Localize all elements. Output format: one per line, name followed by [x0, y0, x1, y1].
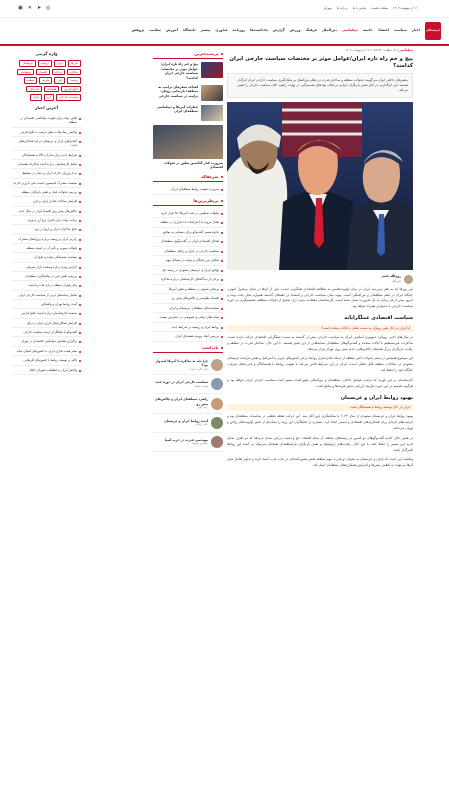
list-item-text[interactable]: آینده روابط تهران و واشنگتن [41, 302, 77, 307]
x-icon[interactable]: ✕ [27, 4, 32, 11]
bullet-icon [79, 220, 81, 222]
bullet-icon [79, 211, 81, 213]
main-nav [132, 28, 420, 33]
bullet-icon [221, 241, 223, 243]
tag-chip[interactable]: تحریم [39, 77, 52, 84]
bullet-icon [79, 173, 81, 175]
list-item-text[interactable]: گفت‌وگوی ایران و عربستان درباره همکاری‌های جدید [18, 138, 77, 148]
nav-item[interactable]: پژوهش [131, 28, 145, 33]
latest-news-heading: آخرین اخبار [35, 104, 58, 110]
list-item[interactable] [12, 235, 81, 244]
tag-chip[interactable]: سیاست خارجی [56, 94, 81, 101]
tag-cloud [12, 60, 81, 101]
bullet-icon [221, 176, 224, 179]
bullet-icon [221, 289, 223, 291]
list-item[interactable] [153, 256, 223, 265]
opinion-author: علی زیبایی [195, 422, 208, 427]
opinion-author: علی اکبر احمدی [189, 366, 208, 371]
list-item[interactable] [12, 356, 81, 365]
bullet-icon [221, 336, 223, 338]
bullet-icon [79, 257, 81, 259]
bullet-icon [79, 295, 81, 297]
author-avatar[interactable] [211, 378, 223, 390]
section-header: پربیننده‌ترین [153, 51, 223, 59]
bullet-icon [79, 164, 81, 166]
author-avatar[interactable] [211, 417, 223, 429]
list-item-text[interactable]: تداوم مسیر گفت‌وگو برای دستیابی به توافق [162, 229, 219, 234]
list-item-text[interactable]: گزارش ویژه درباره وضعیت بازار سرمایه [26, 264, 77, 269]
list-item-text[interactable]: برگزاری همایش دیپلماسی اقتصادی در تهران [21, 339, 77, 344]
news-thumbnail[interactable] [201, 105, 223, 121]
list-item-text[interactable]: برخی از دیدگاه‌های کارشناسان درباره مذاکره [160, 277, 219, 282]
list-item-text[interactable]: سیاست خارجی در ایران و رقبای منطقه‌ای [164, 248, 219, 253]
opinion-item[interactable] [153, 375, 223, 394]
list-item-text[interactable]: بررسی نقش چین در میانجیگری منطقه‌ای [25, 274, 77, 279]
list-item[interactable] [12, 207, 81, 216]
popular-list [153, 209, 223, 342]
top-link[interactable]: نیوزلتر [323, 6, 332, 11]
section-header: پرنظرترین‌ها [153, 198, 223, 206]
bullet-icon [221, 298, 223, 300]
list-item[interactable] [153, 275, 223, 284]
date-label: ۱۶ اردیبهشت ۱۴۰۴ [393, 6, 417, 11]
list-item[interactable] [153, 266, 223, 275]
nav-item[interactable]: فناوری [215, 28, 228, 33]
list-item[interactable] [12, 114, 81, 128]
list-item-text[interactable]: شرایط جدید برای صادرات کالا به همسایگان [22, 152, 77, 157]
news-card[interactable] [153, 85, 223, 101]
list-item[interactable] [153, 285, 223, 294]
tag-chip[interactable]: روسیه [67, 77, 81, 84]
author-avatar [404, 275, 413, 284]
latest-news-list [12, 114, 81, 375]
list-item-text[interactable]: سیاست همسایگی دولت و نتایج آن [33, 255, 77, 260]
bullet-icon [79, 285, 81, 287]
nav-item[interactable]: دیپلماسی [341, 28, 358, 33]
article-paragraph: این موضوع همچنین در بستر تحولات اخیر منطقه از جمله عادی‌سازی روابط برخی کشورهای عربی با اسرائیل و نقش فزاینده عربستان سعودی در معادلات منطقه قابل تحلیل است. ایران در این شرایط تلاش می‌کند با تقویت روابط با همسایگان و قدرت‌های شرقی، جایگاه خود را حفظ کند. [227, 356, 413, 373]
nav-item[interactable]: بیشتر [200, 28, 211, 33]
left-sidebar [12, 48, 81, 792]
list-item[interactable] [12, 216, 81, 225]
article-lead: متغیرهای داخلی ایران می‌گویند، تحولات منطقه و ساختار قدرت در نظام بین‌الملل بر شکل‌گیری سیاست خارجی ایران اثرگذار هستند. این اثرگذاری، در کنار نقش بازیگران ایرانی در قالب نهادهای تصمیم‌گیر، در نهایت راهبرد کلان سیاست خارجی را تعیین می‌کند. [227, 73, 413, 99]
tag-chip[interactable]: لبنان [30, 94, 42, 101]
bullet-icon [79, 323, 81, 325]
editorial-link[interactable]: ضرورت تقویت روابط منطقه‌ای ایران [153, 185, 223, 194]
list-item-text[interactable]: توافق ایران و عربستان سعودی در زمینه حج [162, 267, 219, 272]
nav-item[interactable]: جامعه [362, 28, 373, 33]
list-item[interactable] [12, 169, 81, 178]
nav-item[interactable]: فرهنگ [305, 28, 318, 33]
list-item-text[interactable]: سایت‌های دولتی و خصوصی در دسترس نیست [159, 315, 219, 320]
list-item-text[interactable]: شکاف بین نخبگان و دولت در مسائل مهم [165, 258, 219, 263]
list-item[interactable] [153, 304, 223, 313]
opinion-item[interactable] [153, 356, 223, 376]
tag-chip[interactable]: چین [54, 77, 65, 84]
news-title[interactable]: خطرات آمریکا و دیپلماسی منطقه‌ای ایران [156, 104, 198, 114]
list-item-text[interactable]: نشست کارشناسان درباره امنیت خلیج فارس [21, 311, 77, 316]
bullet-icon [79, 132, 81, 134]
list-item-text[interactable]: گفت‌وگو با تحلیلگران ارشد سیاست خارجی [23, 330, 77, 335]
bullet-icon [221, 222, 223, 224]
list-item-text[interactable]: تحولات سوریه و تأثیر آن بر امنیت منطقه [26, 246, 77, 251]
list-item[interactable] [153, 228, 223, 237]
list-item[interactable] [12, 337, 81, 346]
author-box [227, 274, 413, 283]
bullet-icon [221, 347, 224, 350]
list-item[interactable] [12, 160, 81, 169]
list-item-text[interactable]: بررسی تحولات لبنان و نقش بازیگران منطقه [21, 189, 77, 194]
news-title[interactable]: اهداف سفرهای ترامپ به منطقه؛ بازنمایی رویکرد ترامپ در سیاست خارجی [158, 84, 198, 99]
list-item[interactable] [153, 237, 223, 246]
bullet-icon [221, 260, 223, 262]
topbar [0, 0, 449, 18]
bullet-icon [79, 248, 81, 250]
article-code: کد مطلب: ۱۸۹۶۴۲ [372, 48, 396, 52]
list-item-text[interactable]: تبلیغات سیاسی در بحث آمریکا؛ ۲۵ هزار خرید [160, 210, 219, 215]
list-item[interactable] [153, 313, 223, 322]
bullet-icon [79, 267, 81, 269]
tag-chip[interactable]: دیپلماسی [17, 69, 34, 76]
list-item[interactable] [12, 137, 81, 151]
nav-item[interactable]: ورزش [289, 28, 301, 33]
nav-item[interactable]: دانشگاه [182, 28, 196, 33]
bullet-icon [221, 279, 223, 281]
list-item[interactable] [153, 247, 223, 256]
section-header: یادداشت [153, 345, 223, 353]
list-item[interactable] [12, 225, 81, 234]
tag-chip[interactable]: اقتصاد [36, 69, 50, 76]
list-item-text[interactable]: بررسی ابعاد پرونده هسته‌ای ایران [175, 334, 219, 339]
bullet-icon [221, 308, 223, 310]
featured-caption[interactable]: ضرورت کنار گذاشتن تعلیق در تحولات اقتصادی [164, 160, 223, 170]
list-item[interactable] [12, 253, 81, 262]
opinion-item[interactable] [153, 414, 223, 433]
tag-chip[interactable]: آمریکا [68, 60, 81, 67]
bullet-icon [79, 370, 81, 372]
list-item-text[interactable]: اهداف اقتصادی ایران در گفت‌وگوی منطقه‌ای [161, 239, 219, 244]
section-header: سرمقاله [153, 174, 223, 182]
nav-item[interactable]: سیاست [393, 28, 407, 33]
bullet-icon [79, 276, 81, 278]
bullet-icon [79, 360, 81, 362]
list-item-text[interactable]: بی‌ثباتی امنیتی در منطقه و نقش آمریکا [168, 286, 219, 291]
list-item[interactable] [12, 300, 81, 309]
list-item-text[interactable]: سفر هیئت تجاری ایران به کشورهای آسیای میانه [16, 348, 77, 353]
article-paragraph: در سال‌های اخیر، رویکرد جمهوری اسلامی ایران به سیاست خارجی بیش از گذشته به سمت عملگرایی اقتصادی حرکت کرده است. مذاکرات غیرمستقیم با ایالات متحده و گفت‌وگوهای منطقه‌ای نشانه‌هایی از این تغییر هستند. با این حال، ساختار قدرت در منطقه و رقابت بازیگران بزرگ همچنان چالش‌هایی جدی پیش روی تهران قرار می‌دهد. [227, 334, 413, 351]
list-item[interactable] [153, 209, 223, 218]
list-item-text[interactable]: تأکید بر توسعه روابط با کشورهای آفریقایی [23, 358, 77, 363]
opinion-title[interactable]: راهبرد منطقه‌ای ایران و چالش‌های پیش رو [154, 397, 208, 406]
telegram-icon[interactable]: ➤ [36, 4, 42, 11]
list-item-text[interactable]: نشست مشترک کمیسیون امنیت ملی با وزیر خارجه [13, 180, 77, 185]
tag-chip[interactable]: عربستان [19, 60, 36, 67]
tag-chip[interactable]: ترامپ [38, 60, 52, 67]
nav-item[interactable]: گزارش [272, 28, 285, 33]
list-item-text[interactable]: تلاش دولت برای تقویت دیپلماسی اقتصادی در منطقه [20, 115, 77, 125]
tag-chip[interactable]: هسته‌ای [44, 86, 60, 93]
bullet-icon [79, 201, 81, 203]
middle-sidebar [153, 48, 223, 792]
list-item[interactable] [12, 151, 81, 160]
bullet-icon [221, 251, 223, 253]
opinion-author: محسن صفوی [191, 441, 208, 446]
opinion-item[interactable] [153, 394, 223, 414]
list-item-text[interactable]: روابط ایران و روسیه در شرایط جدید [171, 324, 219, 329]
opinion-author: مهدی جلیلی [193, 383, 208, 388]
list-item[interactable] [12, 263, 81, 272]
tags-heading: واژه گزینی [35, 51, 58, 56]
article-paragraph: در همین حال، ادامه گفت‌وگوهای دو کشور در زمینه‌های مختلف از جمله اقتصاد، حج و امنیت دریایی نشان می‌دهد که دو طرف تمایل دارند این مسیر را حفظ کنند. با این حال، رقابت‌های ژئوپلیتیک و نقش بازیگران فرامنطقه‌ای همچنان می‌تواند بر آینده این روابط تأثیرگذار باشد. [227, 435, 413, 452]
section-subheading: آیا ایران در حال تغییر رویکرد به سمت تعامل با ایالات متحده است؟ [227, 325, 413, 332]
list-item[interactable] [12, 347, 81, 356]
list-item[interactable] [12, 197, 81, 206]
bullet-icon [79, 239, 81, 241]
tag-chip[interactable]: برجام [52, 69, 65, 76]
nav-item[interactable]: اقتصاد [377, 28, 389, 33]
list-item[interactable] [12, 319, 81, 328]
section-heading: سیاست اقتصادی عملگرایانه [344, 315, 413, 322]
tag-chip[interactable]: مذاکره [67, 69, 81, 76]
opinion-author: رضا رهبر [197, 405, 208, 410]
list-item-text[interactable]: سیاست‌های منطقه‌ای عربستان و ایران [168, 305, 219, 310]
top-link[interactable]: تماس با ما [352, 6, 367, 11]
list-item[interactable] [12, 309, 81, 318]
bullet-icon [79, 229, 81, 231]
social-icons [18, 5, 51, 13]
article-paragraph: کارشناسان بر این باورند که ترکیب عوامل داخلی، منطقه‌ای و بین‌المللی تعیین‌کننده مسیر آینده سیاست خارجی ایران خواهد بود و هرگونه تصمیم در این حوزه نیازمند ارزیابی دقیق هزینه‌ها و منافع است. [227, 377, 413, 388]
news-thumbnail[interactable] [201, 85, 223, 101]
nav-item[interactable]: بین‌الملل [322, 28, 337, 33]
tag-chip[interactable]: ایران [54, 60, 66, 67]
article-paragraph: بهبود روابط ایران و عربستان سعودی از سال ۲۰۲۳ با میانجیگری چین آغاز شد. این حرکت نقطه عطفی در مناسبات منطقه‌ای بود و فرصت‌های تازه‌ای برای همکاری‌های اقتصادی و امنیتی ایجاد کرد. بسیاری از تحلیلگران این روند را نشانه‌ای از تغییر اولویت‌های ریاض و تهران می‌دانند. [227, 414, 413, 430]
opinion-list [153, 356, 223, 452]
nav-item[interactable]: یادداشت‌ها [250, 28, 268, 33]
bullet-icon [221, 200, 224, 203]
article-column [227, 48, 413, 792]
news-thumbnail[interactable] [201, 62, 223, 78]
bullet-icon [221, 213, 223, 215]
list-item-text[interactable]: واکنش ایران به قطعنامه شورای حکام [29, 367, 77, 372]
list-item-text[interactable]: واکنش رسانه‌ها به سفر ترامپ به خلیج فارس [20, 129, 77, 134]
list-item[interactable] [12, 244, 81, 253]
list-item[interactable] [12, 128, 81, 137]
list-item[interactable] [153, 323, 223, 332]
bullet-icon [221, 53, 224, 56]
article-paragraph: این روزها که به نظر می‌رسد ایران در میان اولویت‌هایش به مطالعه اقتصادی همگرایی است. یکی از آن‌ها در دنیای پرتحول کنونی، جایگاه ایران در نظم منطقه‌ای و بین‌المللی است. پیوند میان سیاست خارجی و اقتصاد در دهه‌های گذشته همواره محل بحث بوده و امروز بیش از هر زمانی به یک ضرورت تبدیل شده است. کارشناسان معتقدند بدون درک صحیح از تحولات منطقه، تصمیم‌گیری در حوزه سیاست خارجی با دشواری همراه خواهد بود. [227, 286, 413, 309]
news-card[interactable] [153, 62, 223, 81]
breadcrumb: دیپلماسی | کد مطلب: ۱۸۹۶۴۲ | ۱۶ اردیبهشت ۱۴۰۴ [345, 48, 413, 52]
top-link[interactable]: صفحه نخست [371, 6, 389, 11]
bullet-icon [79, 341, 81, 343]
list-item[interactable] [12, 272, 81, 281]
author-name[interactable]: روح‌الله نخعی [380, 274, 401, 279]
bullet-icon [79, 118, 81, 120]
bullet-icon [79, 155, 81, 157]
article-date: ۱۶ اردیبهشت ۱۴۰۴ [345, 48, 370, 52]
bullet-icon [79, 332, 81, 334]
featured-image[interactable] [153, 125, 223, 159]
list-item[interactable] [12, 281, 81, 290]
site-logo[interactable]: فرهیختگان [425, 22, 441, 40]
list-item-text[interactable]: برنامه دولت برای کنترل نرخ ارز و تورم [28, 218, 77, 222]
list-item[interactable] [12, 188, 81, 197]
list-item[interactable] [12, 328, 81, 337]
section-heading: بهبود روابط ایران و عربستان [340, 394, 413, 401]
breadcrumb-section[interactable]: دیپلماسی [398, 48, 413, 52]
author-role: خبرنگار [391, 279, 401, 284]
nav-item[interactable]: سلامت [149, 28, 161, 33]
author-avatar[interactable] [211, 398, 223, 410]
article-paragraph: واقعیت این است که ایران و عربستان به عنوان دو قدرت مهم منطقه نقش تعیین‌کننده‌ای در ثبات غرب آسیا دارند و تداوم تعامل میان آن‌ها می‌تواند به کاهش تنش‌ها و افزایش همکاری‌های منطقه‌ای کمک کند. [227, 457, 413, 468]
section-subheading: ایران در حال توسعه روابط با همسایگان است [227, 404, 413, 411]
list-item-text[interactable]: افزایش همکاری‌های انرژی ایران و عراق [26, 320, 77, 325]
bullet-icon [79, 192, 81, 194]
aparat-icon[interactable]: ▣ [18, 4, 23, 11]
site-header [0, 18, 449, 46]
list-item[interactable] [153, 294, 223, 303]
author-avatar[interactable] [211, 436, 223, 448]
tag-chip[interactable]: منطقه [24, 77, 38, 84]
bullet-icon [221, 270, 223, 272]
news-title[interactable]: پیچ و خم راه تازه ایران/عوامل موثر بر مختصات سیاست خارجی ایران کدامند؟ [160, 62, 198, 81]
list-item-text[interactable]: تحلیل کارشناسان درباره آینده مذاکرات هسته‌ای [17, 161, 77, 166]
list-item[interactable] [153, 332, 223, 341]
bullet-icon [221, 327, 223, 329]
list-item-text[interactable]: رایزنی ایران و روسیه درباره پروژه‌های مشترک [18, 236, 77, 241]
instagram-icon[interactable]: ◎ [46, 4, 51, 11]
bullet-icon [79, 351, 81, 353]
opinion-title[interactable]: آینده روابط ایران و عربستان [164, 418, 208, 423]
list-item[interactable] [12, 366, 81, 375]
tag-chip[interactable]: خلیج فارس [61, 86, 81, 93]
tag-chip[interactable]: غزه [44, 94, 55, 101]
author-avatar[interactable] [211, 359, 223, 371]
list-item[interactable] [12, 291, 81, 300]
bullet-icon [79, 304, 81, 306]
bullet-icon [221, 317, 223, 319]
list-item-text[interactable]: پیام رهبران منطقه درباره ثبات و امنیت [28, 283, 77, 288]
opinion-title[interactable]: مهندسی قدرت در غرب آسیا [164, 437, 208, 442]
article-title: پیچ و خم راه تازه ایران/عوامل موثر بر مختصات سیاست خارجی ایران کدامند؟ [229, 55, 413, 69]
list-item-text[interactable]: تقابل بیروت با اعتراضات ۱۸ هزاری در منطقه [160, 220, 219, 225]
opinion-title[interactable]: چرا باید به مذاکره با آمریکا امیدوار بود؟ [155, 358, 208, 368]
list-item-text[interactable]: افزایش مبادلات تجاری ایران و چین [33, 199, 77, 204]
list-item-text[interactable]: چالش‌های پیش روی اقتصاد ایران در سال جدید [18, 208, 77, 213]
tag-chip[interactable]: اسرائیل [26, 86, 42, 93]
bullet-icon [79, 183, 81, 185]
list-item-text[interactable]: نتایج مذاکرات ایران و اروپا در ژنو [35, 227, 77, 232]
bullet-icon [79, 313, 81, 315]
top-link[interactable]: درباره ما [336, 6, 348, 11]
list-item[interactable] [153, 218, 223, 227]
hero-photo [227, 102, 413, 270]
nav-item[interactable]: روزنامه [232, 28, 246, 33]
opinion-title[interactable]: سیاست خارجی ایران در دوره جدید [154, 380, 208, 385]
nav-item[interactable]: آموزش [165, 28, 178, 33]
nav-item[interactable]: اخبار [411, 28, 420, 33]
list-item[interactable] [12, 179, 81, 188]
bullet-icon [221, 232, 223, 234]
list-item-text[interactable]: دیدار وزیران خارجه ایران و عمان در مسقط [22, 171, 77, 176]
list-item-text[interactable]: تحلیل رسانه‌های غربی از سیاست خارجی ایران [18, 292, 77, 297]
bullet-icon [221, 189, 223, 191]
list-item-text[interactable]: اقتصاد مقاومتی و چالش‌های پیش رو [172, 296, 219, 301]
bullet-icon [79, 141, 81, 143]
top-links [323, 6, 417, 11]
opinion-item[interactable] [153, 433, 223, 452]
hero-image [227, 102, 413, 270]
news-card[interactable] [153, 105, 223, 121]
